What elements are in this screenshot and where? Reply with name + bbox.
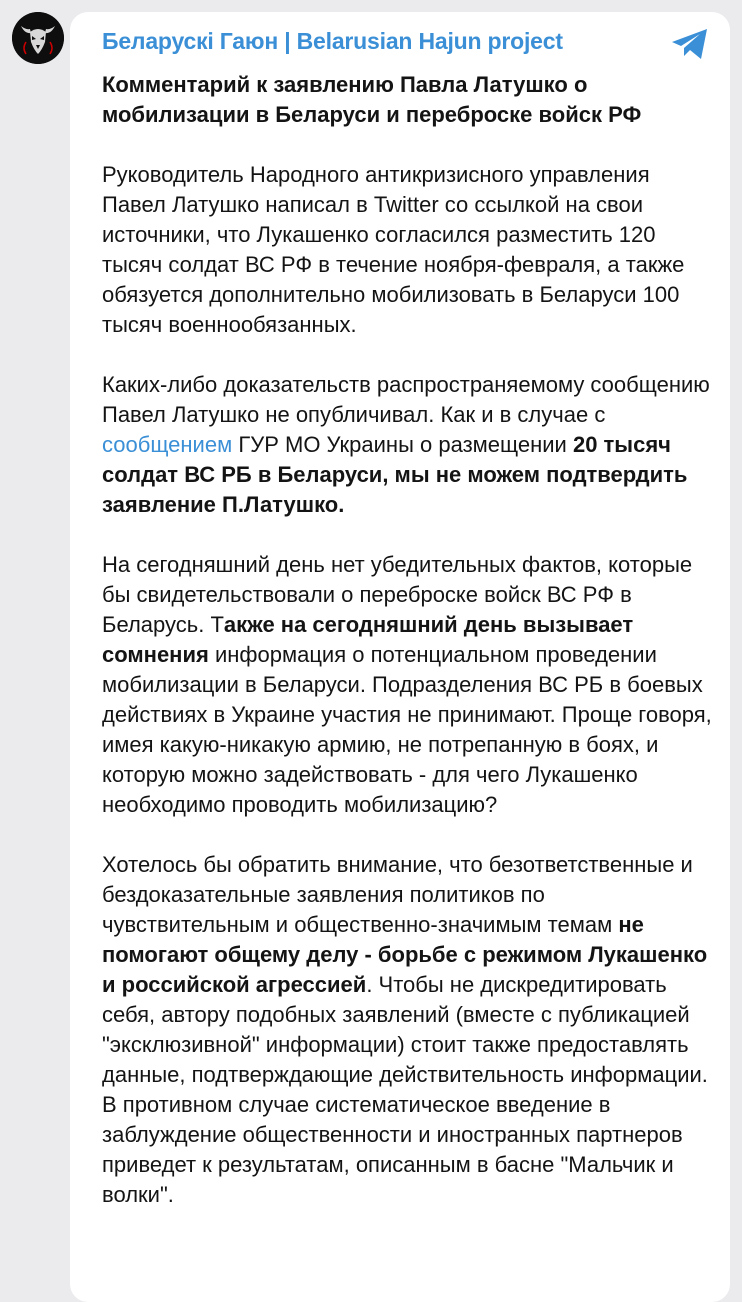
paragraph-4: Хотелось бы обратить внимание, что безответственные и бездоказательные заявления политиков по чувствительным и общественно-значимым темам не помогают общему делу - борьбе с режимом Лукашенко и российской агрессией. Чтобы не дискредитировать себя, автору подобных заявлений (вместе с публикацией "эксклюзивной" информации) стоит также предоставлять данные, подтверждающие действительность информации. В противном случае систематическое введение в заблуждение общественности и иностранных партнеров приведет к результатам, описанным в басне "Мальчик и волки". bbox=[102, 852, 708, 1207]
telegram-share-icon[interactable] bbox=[670, 26, 710, 62]
bull-skull-logo-icon bbox=[12, 12, 64, 64]
message-body bbox=[102, 70, 714, 1240]
message-card bbox=[70, 12, 730, 1302]
channel-avatar[interactable] bbox=[12, 12, 64, 64]
post-title: Комментарий к заявлению Павла Латушко о мобилизации в Беларуси и переброске войск РФ bbox=[102, 72, 642, 127]
message-link[interactable]: сообщением bbox=[102, 432, 233, 457]
paragraph-3: На сегодняшний день нет убедительных фактов, которые бы свидетельствовали о переброске войск ВС РФ в Беларусь. Также на сегодняшний день вызывает сомнения информация о потенциальном проведении мобилизации в Беларуси. Подразделения ВС РБ в боевых действиях в Украине участия не принимают. Проще говоря, имея какую-никакую армию, не потрепанную в боях, и которую можно задействовать - для чего Лукашенко необходимо проводить мобилизацию? bbox=[102, 552, 712, 817]
paragraph-1: Руководитель Народного антикризисного управления Павел Латушко написал в Twitter со ссылкой на свои источники, что Лукашенко согласился разместить 120 тысяч солдат ВС РФ в течение ноября-февраля, а также обязуется дополнительно мобилизовать в Беларуси 100 тысяч военнообязанных. bbox=[102, 162, 685, 337]
channel-name[interactable]: Беларускі Гаюн | Belarusian Hajun project bbox=[102, 28, 563, 54]
paragraph-2: Каких-либо доказательств распространяемому сообщению Павел Латушко не опубличивал. Как и в случае с сообщением ГУР МО Украины о размещении 20 тысяч солдат ВС РБ в Беларуси, мы не можем подтвердить заявление П.Латушко. bbox=[102, 372, 710, 517]
